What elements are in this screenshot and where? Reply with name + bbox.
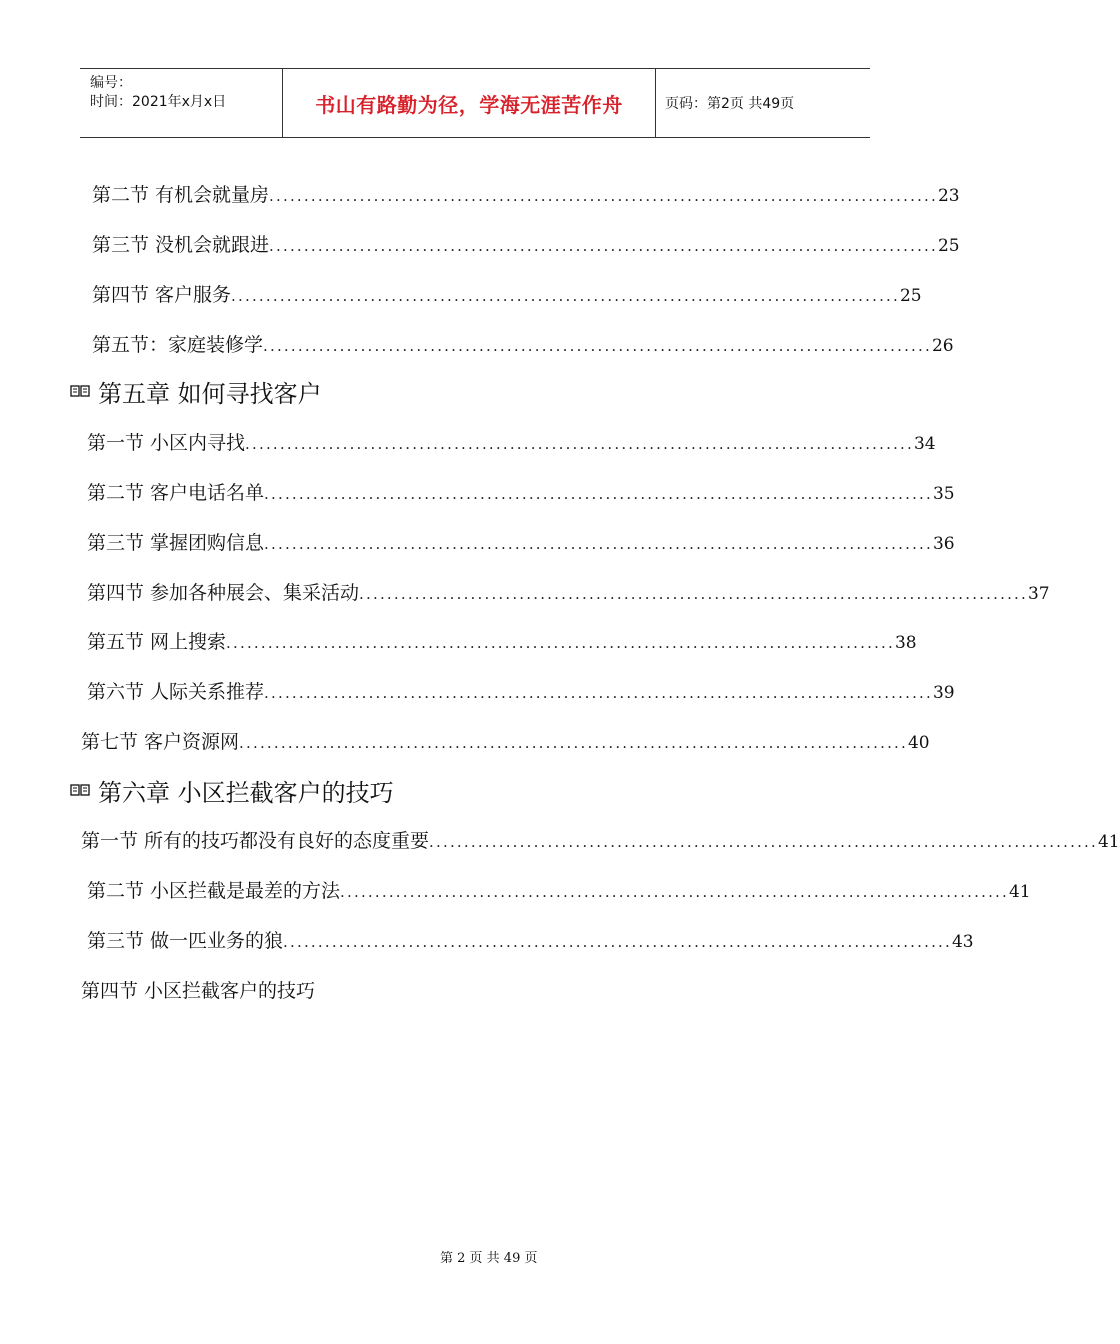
toc-entry[interactable] xyxy=(87,578,1050,606)
toc-entry-page: 34 xyxy=(913,434,936,454)
toc-entry-page: 23 xyxy=(937,186,960,206)
toc-entry-page: 35 xyxy=(932,484,955,504)
toc-entry[interactable] xyxy=(87,478,955,506)
toc-entry-page: 41 xyxy=(1097,832,1120,852)
toc-dot-leader: ................................................................................................ xyxy=(231,287,900,305)
toc-entry-label: 第二节 客户电话名单 xyxy=(87,482,265,504)
toc-entry-page: 41 xyxy=(1008,882,1031,902)
toc-entry[interactable] xyxy=(81,826,1120,854)
toc-chapter-heading[interactable] xyxy=(70,374,322,408)
toc-dot-leader: ................................................................................................ xyxy=(264,535,933,553)
toc-entry[interactable] xyxy=(92,280,922,308)
toc-entry-label: 第七节 客户资源网 xyxy=(81,731,240,753)
toc-entry-page: 26 xyxy=(931,336,954,356)
toc-entry[interactable] xyxy=(81,727,930,755)
toc-dot-leader: ................................................................................................ xyxy=(340,883,1009,901)
header-left-cell xyxy=(80,69,282,137)
toc-entry-page: 43 xyxy=(951,932,974,952)
toc-entry[interactable] xyxy=(87,677,955,705)
toc-dot-leader: ................................................................................................ xyxy=(269,187,938,205)
toc-chapter-label: 第五章 如何寻找客户 xyxy=(98,379,322,408)
toc-entry-label: 第二节 有机会就量房 xyxy=(92,184,270,206)
page-footer: 第 2 页 共 49 页 xyxy=(440,1251,538,1266)
toc-entry-page: 25 xyxy=(899,286,922,306)
toc-entry-label: 第四节 小区拦截客户的技巧 xyxy=(81,980,316,1002)
toc-entry-label: 第五节：家庭装修学 xyxy=(92,334,264,356)
toc-entry-page: 40 xyxy=(907,733,930,753)
book-icon xyxy=(70,384,90,398)
toc-dot-leader: ................................................................................................ xyxy=(239,734,908,752)
toc-entry-page: 36 xyxy=(932,534,955,554)
toc-entry-label: 第二节 小区拦截是最差的方法 xyxy=(87,880,341,902)
toc-entry-label: 第一节 小区内寻找 xyxy=(87,432,246,454)
toc-dot-leader: ................................................................................................ xyxy=(359,585,1028,603)
toc-entry[interactable] xyxy=(87,428,936,456)
toc-entry-label: 第四节 客户服务 xyxy=(92,284,232,306)
toc-entry[interactable] xyxy=(92,180,960,208)
header-page-info: 页码：第2页 共49页 xyxy=(665,96,795,112)
toc-dot-leader: ................................................................................................ xyxy=(429,833,1098,851)
document-number-label: 编号： xyxy=(90,75,132,91)
header-page-cell xyxy=(655,69,870,137)
toc-dot-leader: ................................................................................................ xyxy=(283,933,952,951)
toc-entry-label: 第五节 网上搜索 xyxy=(87,631,227,653)
toc-entry-label: 第三节 没机会就跟进 xyxy=(92,234,270,256)
toc-entry-page: 38 xyxy=(894,633,917,653)
toc-dot-leader: ................................................................................................ xyxy=(264,684,933,702)
toc-chapter-label: 第六章 小区拦截客户的技巧 xyxy=(98,778,394,807)
document-date-label: 时间：2021年x月x日 xyxy=(90,94,227,110)
toc-entry[interactable] xyxy=(87,926,974,954)
toc-entry[interactable] xyxy=(92,230,960,258)
toc-entry-label: 第六节 人际关系推荐 xyxy=(87,681,265,703)
toc-entry[interactable] xyxy=(81,976,315,1004)
toc-dot-leader: ................................................................................................ xyxy=(245,435,914,453)
book-icon xyxy=(70,783,90,797)
toc-entry-label: 第一节 所有的技巧都没有良好的态度重要 xyxy=(81,830,430,852)
toc-entry[interactable] xyxy=(92,330,954,358)
toc-entry-label: 第四节 参加各种展会、集采活动 xyxy=(87,582,360,604)
toc-dot-leader: ................................................................................................ xyxy=(263,337,932,355)
header-motto: 书山有路勤为径，学海无涯苦作舟 xyxy=(315,92,623,117)
toc-dot-leader: ................................................................................................ xyxy=(226,634,895,652)
toc-entry-page: 39 xyxy=(932,683,955,703)
toc-entry[interactable] xyxy=(87,876,1031,904)
toc-entry-label: 第三节 做一匹业务的狼 xyxy=(87,930,284,952)
toc-dot-leader: ................................................................................................ xyxy=(269,237,938,255)
header-motto-cell xyxy=(282,69,656,137)
page-header xyxy=(80,68,870,138)
toc-entry-page: 37 xyxy=(1027,584,1050,604)
toc-entry[interactable] xyxy=(87,627,917,655)
toc-entry[interactable] xyxy=(87,528,955,556)
toc-chapter-heading[interactable] xyxy=(70,773,394,807)
toc-entry-label: 第三节 掌握团购信息 xyxy=(87,532,265,554)
toc-dot-leader: ................................................................................................ xyxy=(264,485,933,503)
toc-entry-page: 25 xyxy=(937,236,960,256)
